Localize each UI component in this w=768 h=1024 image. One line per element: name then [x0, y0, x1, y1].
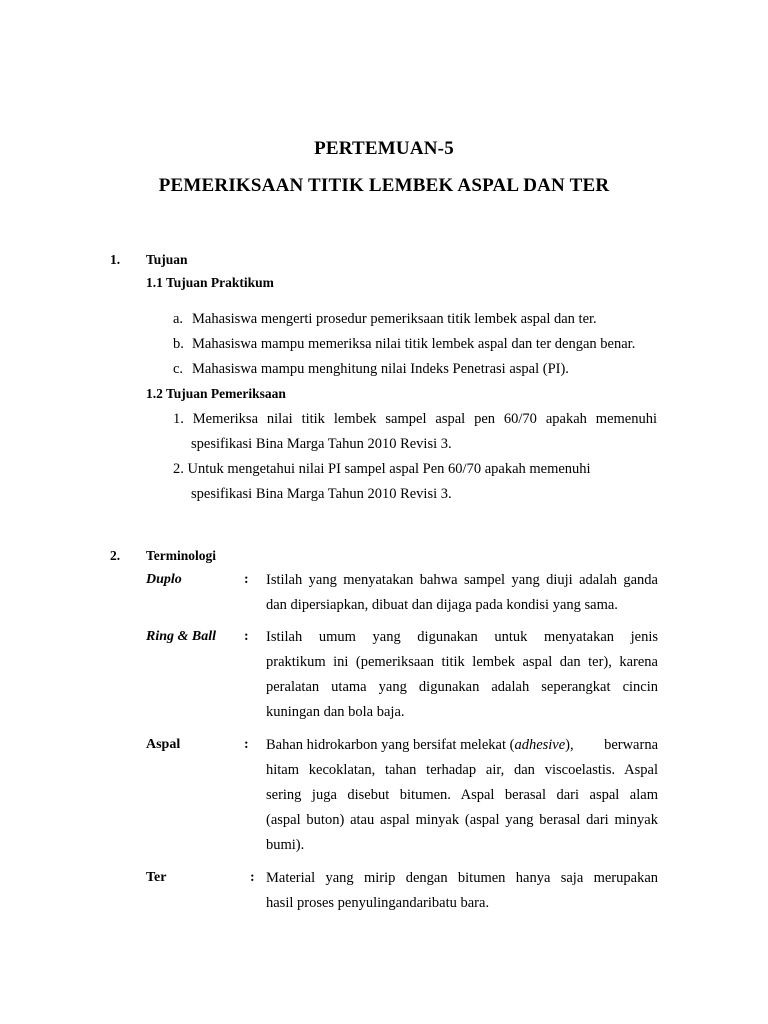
list-item-marker: c.	[173, 361, 184, 377]
definition-line	[266, 737, 658, 754]
list-item: Mahasiswa mampu memeriksa nilai titik lembek aspal dan ter dengan benar.	[192, 336, 636, 352]
section-2-heading: Terminologi	[146, 548, 217, 563]
page-title: PEMERIKSAAN TITIK LEMBEK ASPAL DAN TER	[158, 175, 610, 196]
definition-italic: adhesive	[514, 737, 566, 753]
definition-line: hasil proses penyulingandaribatu bara.	[266, 895, 490, 911]
definition-line: sering juga disebut bitumen. Aspal berasal dari aspal alam	[266, 787, 658, 803]
list-item-continuation: spesifikasi Bina Marga Tahun 2010 Revisi 3.	[191, 486, 452, 502]
definition-line: hitam kecoklatan, tahan terhadap air, dan viscoelastis. Aspal	[266, 762, 658, 778]
definition-line: dan dipersiapkan, dibuat dan dijaga pada kondisi yang sama.	[266, 597, 618, 613]
term-label: Ter	[146, 870, 167, 885]
list-item: Mahasiswa mengerti prosedur pemeriksaan titik lembek aspal dan ter.	[192, 311, 597, 327]
definition-text: Bahan hidrokarbon yang bersifat melekat (	[266, 737, 515, 753]
definition-line: bumi).	[266, 837, 305, 853]
definition-line: kuningan dan bola baja.	[266, 704, 405, 720]
definition-line: Material yang mirip dengan bitumen hanya saja merupakan	[266, 870, 658, 886]
meeting-title: PERTEMUAN-5	[314, 138, 454, 159]
definition-line: peralatan utama yang digunakan adalah seperangkat cincin	[266, 679, 658, 695]
list-item: Mahasiswa mampu menghitung nilai Indeks Penetrasi aspal (PI).	[192, 361, 569, 377]
term-colon: :	[244, 737, 249, 752]
subsection-1-1-heading: 1.1 Tujuan Praktikum	[146, 275, 274, 290]
definition-line: Istilah yang menyatakan bahwa sampel yang diuji adalah ganda	[266, 572, 658, 588]
subsection-1-2-heading: 1.2 Tujuan Pemeriksaan	[146, 386, 286, 401]
term-colon: :	[244, 629, 249, 644]
definition-line: (aspal buton) atau aspal minyak (aspal yang berasal dari minyak	[266, 812, 658, 828]
definition-text: ), berwarna	[565, 737, 658, 753]
term-label: Aspal	[146, 737, 181, 752]
section-2-number: 2.	[110, 548, 121, 563]
term-label: Ring & Ball	[146, 629, 217, 644]
term-label: Duplo	[146, 572, 182, 587]
list-item-marker: b.	[173, 336, 184, 352]
definition-line: Istilah umum yang digunakan untuk menyatakan jenis	[266, 629, 658, 645]
list-item: 1. Memeriksa nilai titik lembek sampel aspal pen 60/70 apakah memenuhi	[173, 411, 657, 427]
list-item-marker: a.	[173, 311, 184, 327]
section-1-heading: Tujuan	[146, 252, 188, 267]
list-item-continuation: spesifikasi Bina Marga Tahun 2010 Revisi 3.	[191, 436, 452, 452]
term-colon: :	[250, 870, 255, 885]
definition-line: praktikum ini (pemeriksaan titik lembek aspal dan ter), karena	[266, 654, 658, 670]
section-1-number: 1.	[110, 252, 121, 267]
list-item: 2. Untuk mengetahui nilai PI sampel aspal Pen 60/70 apakah memenuhi	[173, 461, 591, 477]
term-colon: :	[244, 572, 249, 587]
